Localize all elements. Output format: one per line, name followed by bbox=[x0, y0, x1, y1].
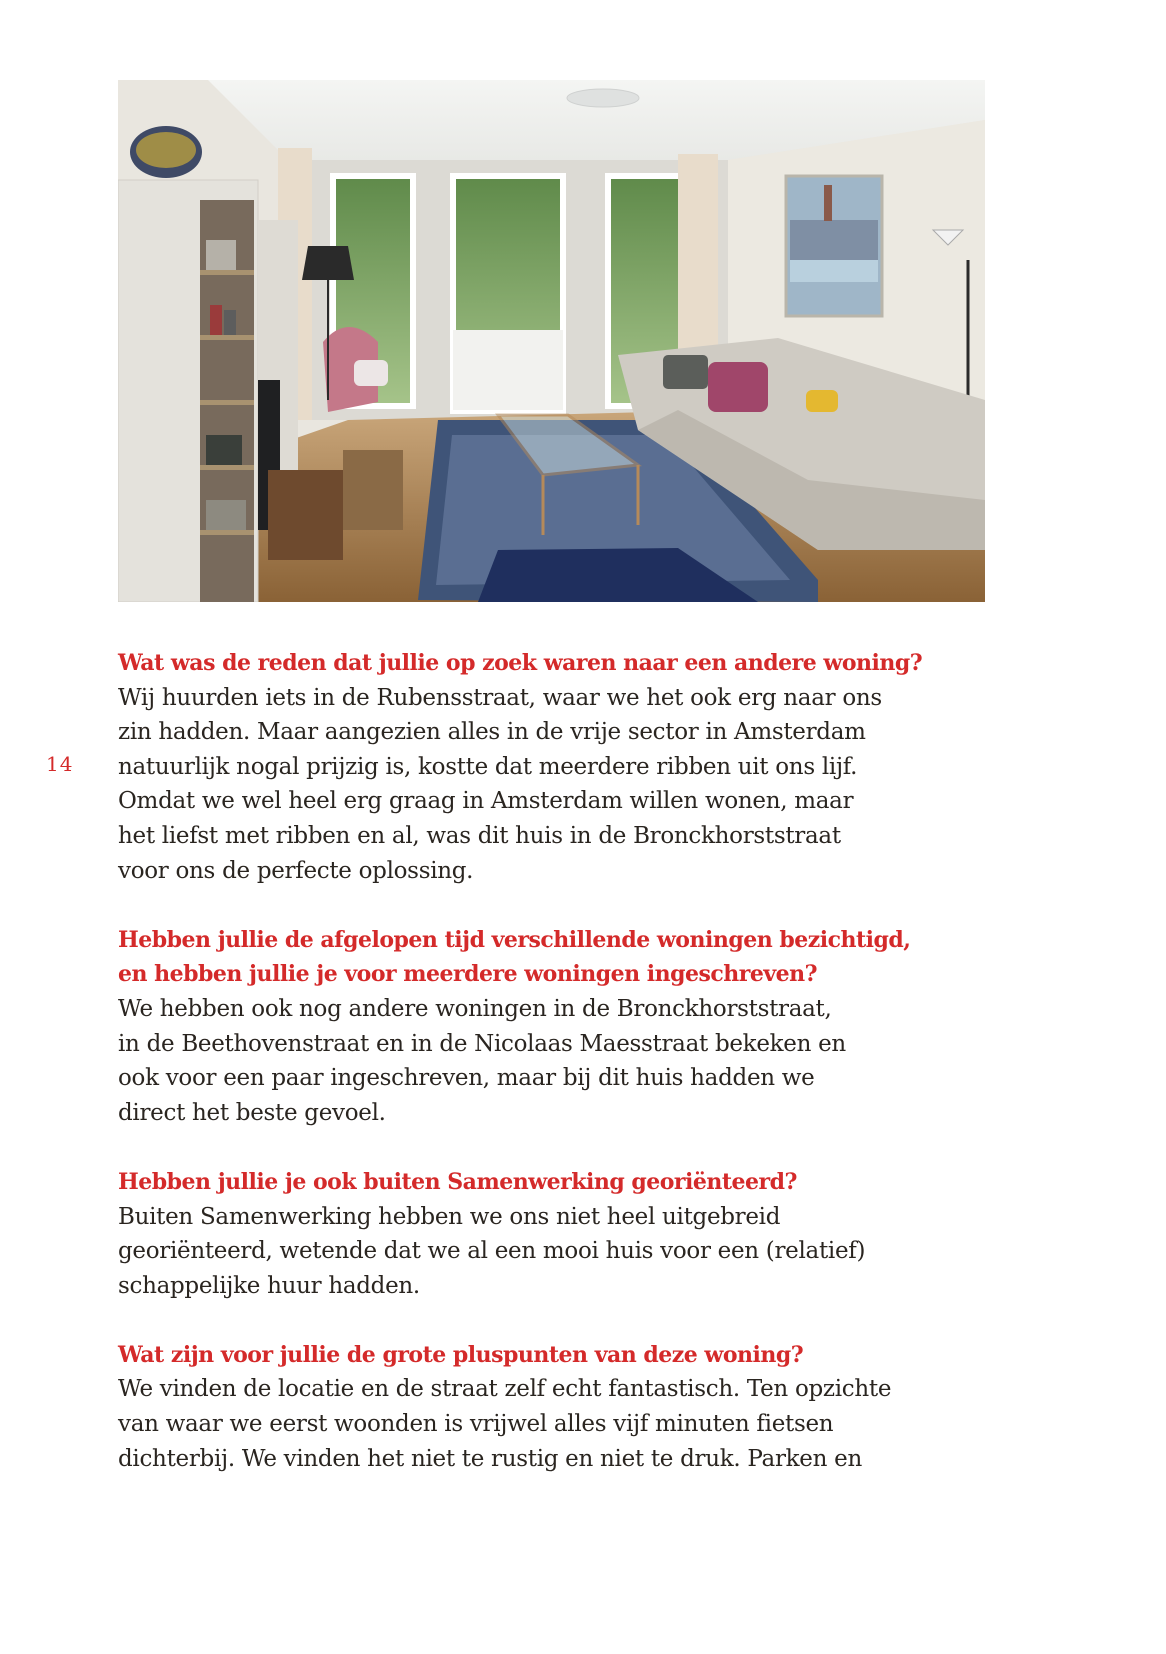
question-heading bbox=[118, 1165, 998, 1200]
answer-line: schappelijke huur hadden. bbox=[118, 1272, 420, 1299]
question-line: Wat zijn voor jullie de grote pluspunten van deze woning? bbox=[118, 1341, 804, 1368]
answer-line: georiënteerd, wetende dat we al een mooi huis voor een (relatief) bbox=[118, 1238, 866, 1265]
answer-line: Omdat we wel heel erg graag in Amsterdam willen wonen, maar bbox=[118, 788, 854, 815]
answer-line: dichterbij. We vinden het niet te rustig en niet te druk. Parken en bbox=[118, 1445, 862, 1472]
question-line: en hebben jullie je voor meerdere woningen ingeschreven? bbox=[118, 961, 817, 988]
answer-paragraph bbox=[118, 992, 998, 1130]
question-heading bbox=[118, 923, 998, 992]
answer-line: het liefst met ribben en al, was dit huis in de Bronckhorststraat bbox=[118, 822, 841, 849]
page-number: 14 bbox=[46, 752, 74, 776]
question-line: Hebben jullie de afgelopen tijd verschillende woningen bezichtigd, bbox=[118, 926, 911, 953]
answer-line: direct het beste gevoel. bbox=[118, 1099, 386, 1126]
living-room-illustration bbox=[118, 80, 985, 602]
answer-paragraph bbox=[118, 681, 998, 889]
question-heading bbox=[118, 646, 998, 681]
answer-line: Wij huurden iets in de Rubensstraat, waar we het ook erg naar ons bbox=[118, 684, 882, 711]
question-line: Wat was de reden dat jullie op zoek waren naar een andere woning? bbox=[118, 650, 923, 676]
question-line: Hebben jullie je ook buiten Samenwerking georiënteerd? bbox=[118, 1168, 797, 1195]
answer-line: natuurlijk nogal prijzig is, kostte dat meerdere ribben uit ons lijf. bbox=[118, 753, 858, 780]
answer-line: zin hadden. Maar aangezien alles in de vrije sector in Amsterdam bbox=[118, 719, 866, 746]
qa-section-orientation bbox=[118, 1165, 998, 1303]
answer-line: ook voor een paar ingeschreven, maar bij dit huis hadden we bbox=[118, 1065, 815, 1092]
interview-article bbox=[118, 646, 998, 1511]
living-room-photo bbox=[118, 80, 985, 602]
answer-line: van waar we eerst woonden is vrijwel alles vijf minuten fietsen bbox=[118, 1411, 834, 1438]
answer-line: Buiten Samenwerking hebben we ons niet heel uitgebreid bbox=[118, 1203, 781, 1230]
answer-line: We vinden de locatie en de straat zelf echt fantastisch. Ten opzichte bbox=[118, 1376, 892, 1403]
qa-section-viewings bbox=[118, 923, 998, 1131]
qa-section-advantages bbox=[118, 1338, 998, 1476]
answer-line: voor ons de perfecte oplossing. bbox=[118, 857, 474, 884]
answer-line: in de Beethovenstraat en in de Nicolaas Maesstraat bekeken en bbox=[118, 1030, 846, 1057]
answer-paragraph bbox=[118, 1372, 998, 1476]
question-heading bbox=[118, 1338, 998, 1373]
qa-section-reason bbox=[118, 646, 998, 888]
answer-paragraph bbox=[118, 1200, 998, 1304]
answer-line: We hebben ook nog andere woningen in de Bronckhorststraat, bbox=[118, 995, 832, 1022]
